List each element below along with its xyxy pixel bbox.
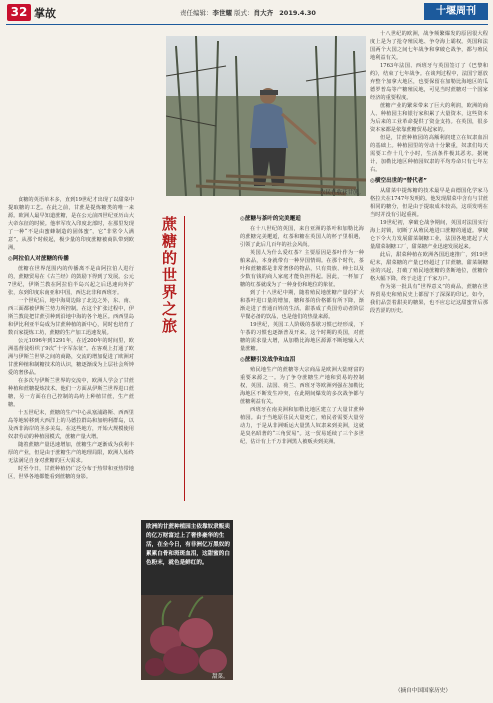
section-name: 掌故 (34, 7, 56, 20)
beet-photo (141, 595, 233, 680)
deck-text: 欧洲的甘蔗种植园主依靠奴隶贩卖的亿万财富过上了奢侈豪华的生活，在全今日，有非洲亿万黑奴的累累白骨和斑斑血泪，这甜蜜的白色粉末，就色是鲜红的。 (146, 524, 230, 566)
article-column-2 (240, 212, 364, 680)
col1-para-5: 在多次与伊斯兰世界的交流中，欧洲人学会了甘蔗种植和蔗糖提炼技术。他们一方面从伊斯兰世界进口蔗糖，另一方面在自己控制的岛屿上种植甘蔗，生产蔗糖。 (8, 378, 134, 408)
title-accent-bar (184, 216, 185, 501)
article-column-1 (8, 196, 134, 676)
col3-para-7: 此后，甜菜种植在欧洲各国迅速推广，到19世纪末，甜菜糖的产量已经超过了甘蔗糖。甜菜制糖业的兴起，打破了殖民地蔗糖的垄断地位，蔗糖价格大幅下降，终于走进了千家万户。 (370, 252, 488, 282)
col3-para-8: 作为第一批具有“世界意义”的商品，蔗糖在世界贸易史和殖民史上都留下了深深的印记。如今，我们品尝着甜美的糖果，也不应忘记这甜蜜背后那段苦涩的历史。 (370, 284, 488, 314)
publication-brand: 十堰周刊 (424, 3, 488, 20)
col1-para-7: 随着蔗糖产量迅速增加，蔗糖生产逐渐成为获利丰厚的产业，但是由于蔗糖生产的地理局限，欧洲人始终无法满足自身对蔗糖的巨大需求。 (8, 442, 134, 464)
editor-prefix: 责任编辑： (180, 9, 213, 17)
top-photo-caption: 农民在收获甘蔗。 (320, 190, 365, 196)
col1-para-1: 食糖的英语单本多，直到19世纪才出现了以甜菜中提取糖的工艺。在此之前，甘蔗是提炼糖类的唯一来源。欧洲人最早知道蔗糖，是在公元前四世纪亚历山大大帝东征的时候。他率军攻入印度北部时，在那里发现了一种“不是由蜜蜂制造的固体蜜”，它“非常令人满意”。从那个时候起，极少量的印度蔗糖被商队带到欧洲。 (8, 197, 134, 251)
col2-para-5: 殖民地生产的蔗糖等大宗商品是欧洲大陆财富的重要来源之一。为了争夺蔗糖生产地和贸易的控制权，英国、法国、荷兰、西班牙等欧洲列强在加勒比海地区不断发生冲突，在此期间爆发的多次战争都与蔗糖利益有关。 (240, 367, 364, 405)
sugarcane-harvest-photo (166, 36, 366, 196)
col2-para-2: 英国人为什么爱红茶？主要原因是茶叶作为一种舶来品，本身就带有一种异国情调。在那个时代，茶叶和蔗糖都是非常奢侈的物品，只有贵族、绅士以及少数有钱的商人家庭才能负担得起。因此，一杯加了糖的红茶就成为了一种身份和地位的象征。 (240, 250, 364, 288)
editor-name: 李世耀 (212, 9, 232, 17)
col2-para-4: 19世纪，英国工人阶级的茶歇习惯已经形成，下午茶的习惯也逐渐普及开来。这个时期的英国，对蔗糖的需求量大增，从加勒比海地区源源不断地输入大量蔗糖。 (240, 322, 364, 352)
col2-para-6: 西班牙在南美洲和加勒比地区建立了大量甘蔗种植园。由于当地原住民大量死亡，殖民者需要大量劳动力，于是从非洲贩运大量黑人奴隶来到美洲，这就是臭名昭著的“三角贸易”。这一贸易延续了三个多世纪，估计有上千万非洲黑人被贩卖到美洲。 (240, 407, 364, 445)
col3-para-4: 但是，甘蔗种植园的高额利润建立在奴隶血泪的基础上。种植园里的劳动十分繁重，奴隶们每天需要工作十几个小时，生活条件极其恶劣。据统计，加勒比地区种植园奴隶的平均寿命只有七年左右。 (370, 135, 488, 173)
article-column-3 (370, 30, 488, 682)
col1-para-4: 公元1096年到1291年，在近200年的时间里，欧洲基督徒组织了9次“十字军东征”。在客观上打通了欧洲与伊斯兰世界之间的商路，交流的增加促进了欧洲对甘蔗种植和制糖技术的认识，糖逐渐成为上层社会所钟爱的奢侈品。 (8, 338, 134, 376)
col3-subhead-1: ◎横空出世的“替代者” (370, 178, 427, 184)
source-attribution: （摘自中国国家历史） (395, 688, 451, 694)
page-header (0, 0, 493, 24)
layout-prefix: 版式： (234, 9, 254, 17)
col1-para-8: 时至今日，甘蔗种植仍广泛分布于热带和亚热带地区，世界各地都能看到蔗糖的身影。 (8, 466, 134, 480)
col1-para-2: 蔗糖在世界范围内的传播离不是由阿拉伯人进行的，蔗糖贸易在《古兰经》的鼓励下得到了发展。公元7世纪，伊斯兰教在阿拉伯半岛兴起之后迅速向外扩张，东到印度东南亚和中国，西达北非和西班牙。 (8, 266, 134, 296)
col2-subhead-1: ◎蔗糖与茶叶的完美邂逅 (240, 216, 301, 222)
issue-date: 2019.4.30 (279, 9, 316, 17)
article-title: 蔗糖的世界之旅 (160, 216, 178, 335)
designer-name: 肖大齐 (253, 9, 274, 17)
col1-para-6: 十五世纪末，蔗糖的生产中心从塞浦路斯、西西里岛等地转移到大西洋上的马德拉群岛和加纳利群岛，以及西非海岸的圣多美岛。在这些地方，开始大规模使用奴隶劳动的种植园模式，蔗糖产量大增。 (8, 410, 134, 440)
header-rule (6, 24, 488, 25)
col3-para-1: 十八世纪的欧洲，战争频繁爆发的原因很大程度上是为了抢夺殖民地、争夺海上霸权。英国和法国两个大国之间七年战争和拿破仑战争，都与殖民地利益有关。 (370, 31, 488, 61)
page-number: 32 (7, 4, 31, 21)
col3-para-3: 蔗糖产业的繁荣带来了巨大的利润，欧洲的商人、种植园主和银行家积累了大量资本，这些资本为后来的工业革命提供了资金支持。在英国，很多资本家都是依靠蔗糖贸易起家的。 (370, 103, 488, 133)
col3-para-5: 从甜菜中提炼糖的技术最早是由德国化学家马格拉夫在1747年发明的。他发现甜菜中含有与甘蔗相同的糖分，但是由于提取成本较高，这项发明在当时并没有引起重视。 (370, 188, 488, 218)
col1-subhead-1: ◎阿拉伯人对蔗糖的传播 (8, 256, 69, 262)
bottom-photo-caption: 甜菜。 (212, 674, 229, 680)
col2-subhead-2: ◎蔗糖引发战争和血泪 (240, 357, 296, 363)
col1-para-3: 一个世纪后，地中海周边除了北边之外，东、南、西三面都被伊斯兰势力所控制。在这个扩张过程中，伊斯兰教徒把甘蔗引种到沿地中海的各个地区。西西里岛和伊比利亚半岛成为甘蔗种植的新中心，同时也培育了数百家提炼工坊，蔗糖的生产加工迅速发展。 (8, 298, 134, 336)
credits (180, 8, 316, 17)
col2-para-3: 到了十八世纪中期，随着殖民地蔗糖产量的扩大和茶叶进口量的增加，糖和茶的价格都有所下降，渐渐走进了普通百姓的生活。甜茶成了英国劳动者阶层早餐必备的饮品，也是他们的热量来源。 (240, 290, 364, 320)
col2-para-1: 在十八世纪的英国，来自亚洲的茶叶和加勒比海的蔗糖完美邂逅，红茶和糖在英国人的杯子里相遇，引领了此后几百年的社会风尚。 (240, 226, 364, 248)
col3-para-2: 1763年法国、西班牙与英国签订了《巴黎和约》，结束了七年战争。在谈判过程中，法国宁愿放弃整个加拿大地区，也要保留在加勒比海地区的瓜德罗普岛等产糖殖民地，可见当时蔗糖对一个国家经济的重要程度。 (370, 63, 488, 101)
col3-para-6: 19世纪初，拿破仑战争期间，英国对法国实行海上封锁，切断了从殖民地进口蔗糖的通道。拿破仑下令大力发展甜菜制糖工业，法国各地建起了大量甜菜制糖工厂，甜菜糖产业迅速发展起来。 (370, 220, 488, 250)
